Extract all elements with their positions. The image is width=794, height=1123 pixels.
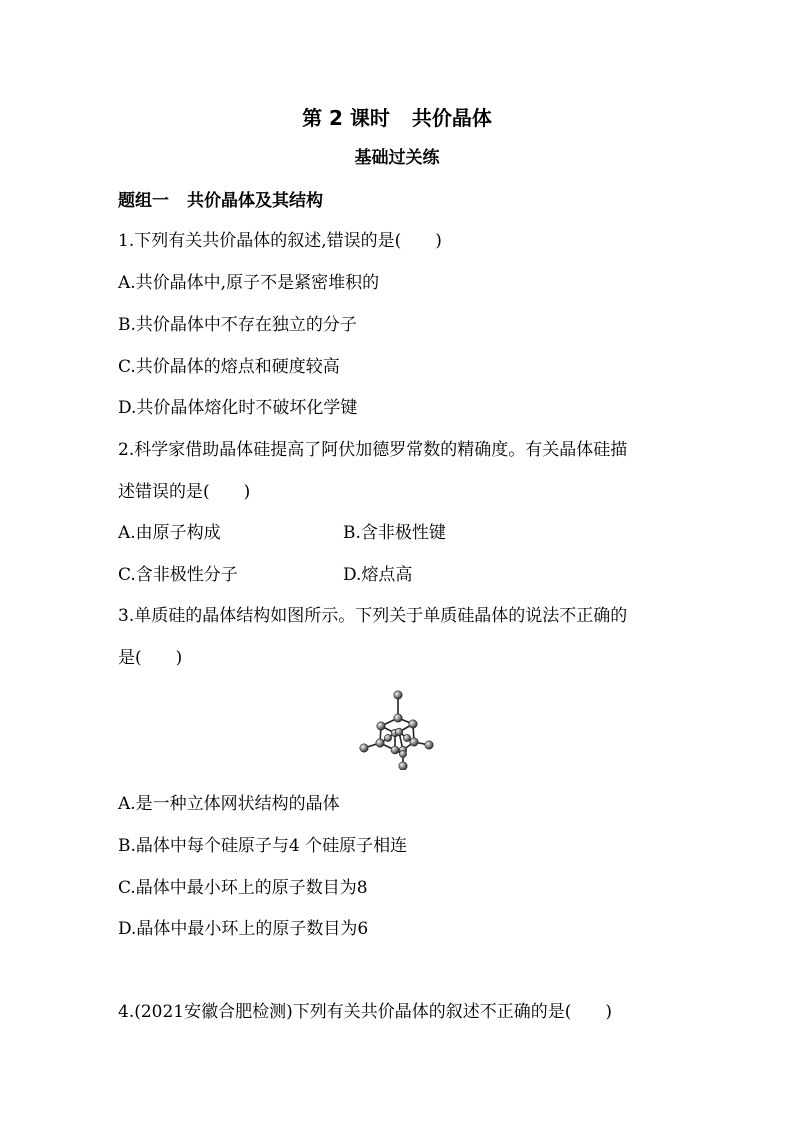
question-3-option-b: B.晶体中每个硅原子与4 个硅原子相连 [118, 836, 408, 856]
group-name: 共价晶体及其结构 [187, 191, 323, 211]
question-1-option-b: B.共价晶体中不存在独立的分子 [118, 315, 357, 335]
question-3-option-d: D.晶体中最小环上的原子数目为6 [118, 919, 369, 939]
question-2-option-d: D.熔点高 [343, 565, 413, 585]
question-3-option-a: A.是一种立体网状结构的晶体 [118, 794, 340, 814]
lesson-topic: 共价晶体 [411, 106, 492, 130]
question-3-stem-line-1: 3.单质硅的晶体结构如图所示。下列关于单质硅晶体的说法不正确的 [118, 606, 628, 626]
page-title [0, 104, 794, 132]
question-2-option-c: C.含非极性分子 [118, 565, 238, 585]
silicon-crystal-structure-figure [355, 688, 440, 770]
group-heading [118, 189, 323, 213]
question-1-option-d: D.共价晶体熔化时不破坏化学键 [118, 398, 358, 418]
question-1-stem: 1.下列有关共价晶体的叙述,错误的是( ) [118, 231, 442, 251]
question-2-stem-line-1: 2.科学家借助晶体硅提高了阿伏加德罗常数的精确度。有关晶体硅描 [118, 440, 628, 460]
question-2-stem-line-2: 述错误的是( ) [118, 482, 251, 502]
question-3-option-c: C.晶体中最小环上的原子数目为8 [118, 878, 368, 898]
question-3-stem-line-2: 是( ) [118, 648, 183, 668]
question-4-stem: 4.(2021安徽合肥检测)下列有关共价晶体的叙述不正确的是( ) [118, 1002, 613, 1022]
question-2-option-b: B.含非极性键 [343, 523, 446, 543]
lesson-number: 第 2 课时 [302, 106, 390, 130]
question-1-option-c: C.共价晶体的熔点和硬度较高 [118, 357, 340, 377]
section-heading: 基础过关练 [354, 148, 440, 168]
question-2-option-a: A.由原子构成 [118, 523, 221, 543]
question-1-option-a: A.共价晶体中,原子不是紧密堆积的 [118, 273, 380, 293]
group-index: 题组一 [118, 191, 169, 211]
